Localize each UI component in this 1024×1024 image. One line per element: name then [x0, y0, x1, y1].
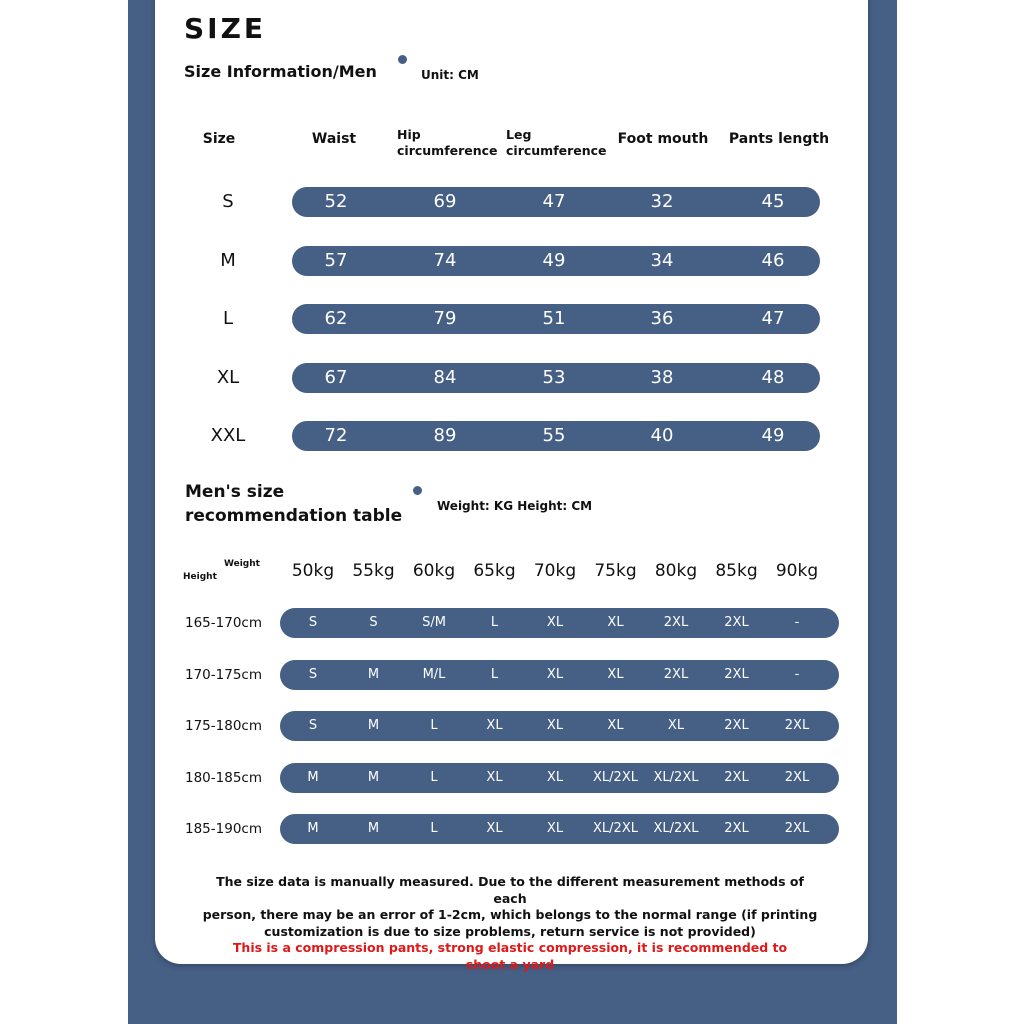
size-value: 69	[433, 191, 457, 212]
size-row	[292, 304, 820, 334]
recommended-size: S	[308, 718, 318, 734]
recommended-size: L	[490, 666, 499, 682]
recommended-size: 2XL	[784, 718, 810, 734]
measurement-note: The size data is manually measured. Due to the different measurement methods of each person, there may be an error of 1-2cm, which belongs to the normal range (if printing customization is due to size problems, return service is not provided) This is a compression pants, strong elastic compression, it is recommended to shoot a yard	[202, 874, 818, 972]
size-value: 47	[542, 191, 566, 212]
size-value: 32	[650, 191, 674, 212]
size-row	[292, 187, 820, 217]
recommendation-heading: Men's size recommendation table	[185, 482, 403, 526]
size-row-label: XXL	[210, 425, 246, 446]
recommended-size: L	[430, 821, 438, 837]
header-waist: Waist	[311, 131, 357, 147]
height-row-label: 180-185cm	[185, 769, 262, 786]
recommendation-row	[280, 608, 839, 638]
weight-header: 65kg	[473, 561, 516, 581]
weight-header: 75kg	[594, 561, 637, 581]
size-row-label: M	[220, 249, 236, 271]
weight-header: 90kg	[775, 561, 819, 581]
recommended-size: XL	[546, 821, 564, 837]
recommended-size: 2XL	[724, 615, 749, 630]
header-size: Size	[202, 131, 236, 147]
recommended-size: -	[794, 666, 800, 682]
recommended-size: XL/2XL	[593, 769, 638, 785]
recommendation-row	[280, 711, 839, 741]
recommended-size: XL	[667, 718, 685, 734]
recommended-size: 2XL	[724, 718, 749, 734]
recommended-size: XL	[546, 718, 564, 734]
height-row-label: 185-190cm	[185, 821, 262, 838]
unit-label: Unit: CM	[421, 68, 479, 82]
recommended-size: XL	[546, 666, 564, 682]
size-value: 49	[761, 425, 785, 446]
recommended-size: -	[794, 615, 800, 630]
size-row	[292, 421, 820, 451]
size-value: 47	[761, 308, 785, 329]
height-row-label: 175-180cm	[185, 718, 262, 735]
size-value: 52	[324, 191, 348, 212]
recommended-size: S	[308, 666, 318, 682]
header-hip: Hip circumference	[397, 127, 498, 158]
size-value: 72	[324, 425, 348, 446]
size-value: 84	[433, 366, 457, 388]
bullet-dot	[398, 55, 407, 64]
size-row	[292, 246, 820, 276]
recommended-size: M	[367, 821, 380, 837]
size-row	[292, 363, 820, 393]
recommended-size: XL	[486, 821, 503, 837]
size-value: 55	[542, 425, 566, 446]
weight-header: 50kg	[291, 561, 335, 581]
size-value: 67	[324, 366, 348, 388]
recommended-size: M	[307, 769, 319, 785]
recommended-size: XL/2XL	[593, 821, 638, 837]
recommended-size: 2XL	[784, 821, 810, 837]
recommended-size: XL/2XL	[653, 769, 699, 785]
size-value: 51	[542, 308, 566, 329]
recommended-size: S	[308, 615, 318, 630]
recommended-size: L	[430, 718, 438, 734]
size-value: 48	[761, 366, 785, 388]
recommended-size: M/L	[422, 666, 446, 682]
size-row-label: XL	[216, 366, 240, 388]
recommended-size: XL	[546, 615, 564, 630]
recommended-size: 2XL	[724, 821, 749, 837]
recommended-size: M	[307, 821, 319, 837]
recommended-size: XL	[607, 615, 624, 630]
recommended-size: 2XL	[724, 769, 749, 785]
bullet-dot	[413, 486, 422, 495]
recommendation-unit-label: Weight: KG Height: CM	[437, 499, 593, 513]
weight-header: 60kg	[412, 561, 456, 581]
size-row-label: L	[222, 308, 234, 329]
weight-header: 70kg	[533, 561, 577, 581]
corner-height-label: Height	[183, 572, 217, 582]
recommendation-row	[280, 814, 839, 844]
recommended-size: L	[430, 769, 438, 785]
recommended-size: XL	[486, 769, 503, 785]
recommended-size: 2XL	[663, 615, 689, 630]
recommended-size: XL	[607, 718, 624, 734]
recommended-size: M	[367, 666, 380, 682]
recommended-size: XL	[546, 769, 564, 785]
height-row-label: 170-175cm	[185, 666, 262, 683]
recommended-size: S	[369, 615, 378, 630]
size-info-heading: Size Information/Men	[184, 62, 377, 81]
header-foot-mouth: Foot mouth	[617, 131, 709, 147]
page-title: SIZE	[184, 12, 267, 45]
size-value: 74	[433, 249, 457, 271]
size-value: 38	[650, 366, 674, 388]
height-row-label: 165-170cm	[185, 615, 262, 631]
size-value: 89	[433, 425, 457, 446]
recommended-size: 2XL	[724, 666, 749, 682]
recommended-size: 2XL	[784, 769, 810, 785]
weight-header: 80kg	[654, 561, 698, 581]
size-value: 62	[324, 308, 348, 329]
recommended-size: XL	[607, 666, 624, 682]
recommended-size: L	[490, 615, 499, 630]
recommendation-row	[280, 660, 839, 690]
recommended-size: 2XL	[663, 666, 689, 682]
size-value: 49	[542, 249, 566, 271]
size-value: 40	[650, 425, 674, 446]
size-value: 53	[542, 366, 566, 388]
recommendation-row	[280, 763, 839, 793]
recommended-size: M	[367, 718, 380, 734]
size-value: 57	[324, 249, 348, 271]
size-row-label: S	[222, 191, 234, 212]
recommended-size: M	[367, 769, 380, 785]
recommended-size: XL/2XL	[653, 821, 699, 837]
size-value: 45	[761, 191, 785, 212]
size-value: 46	[761, 249, 785, 271]
size-value: 79	[433, 308, 457, 329]
header-leg: Leg circumference	[506, 127, 607, 158]
header-pants-length: Pants length	[728, 131, 830, 147]
size-value: 34	[650, 249, 674, 271]
size-value: 36	[650, 308, 674, 329]
weight-header: 85kg	[715, 561, 758, 581]
corner-weight-label: Weight	[224, 559, 260, 569]
recommended-size: XL	[486, 718, 503, 734]
weight-header: 55kg	[352, 561, 395, 581]
recommended-size: S/M	[422, 615, 446, 630]
